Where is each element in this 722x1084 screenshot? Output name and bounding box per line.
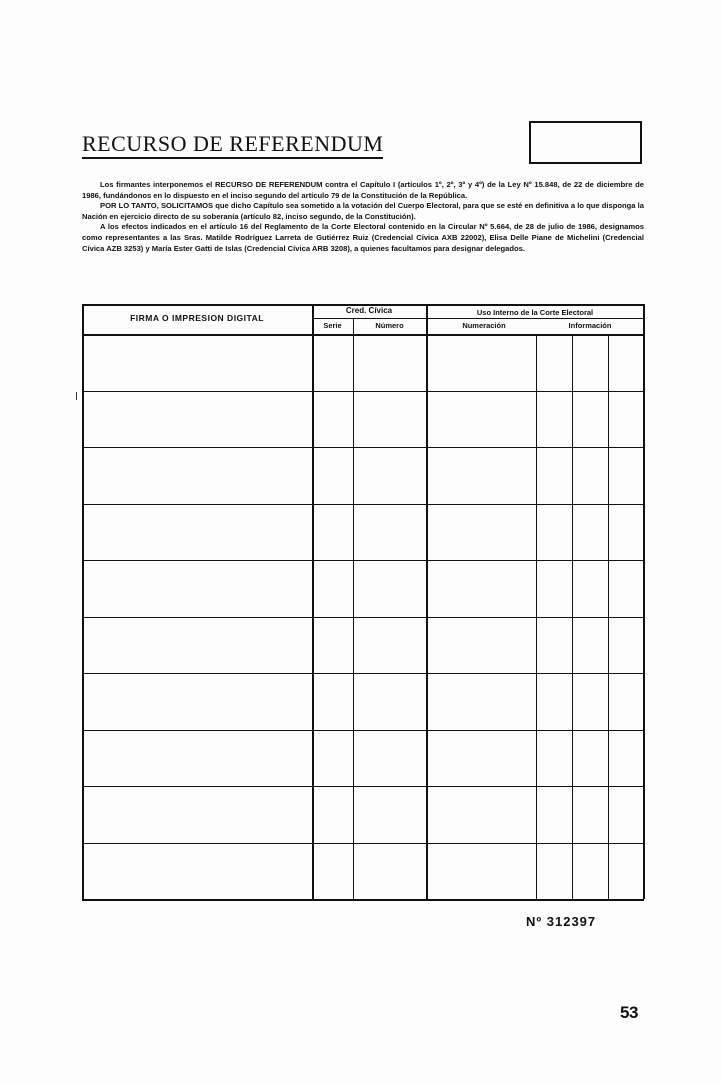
header-numeracion: Numeración [462, 321, 506, 330]
header-informacion: Información [568, 321, 612, 330]
row-divider [82, 560, 644, 561]
header-serie: Serie [323, 321, 342, 330]
row-divider [82, 447, 644, 448]
uso-subheader-line [426, 318, 644, 319]
row-divider [82, 504, 644, 505]
cred-subheader-line [312, 318, 426, 319]
paragraph-recurso: Los firmantes interponemos el RECURSO DE REFERENDUM contra el Capítulo I (artículos 1º, 2º, 3º y 4º) de la Ley Nº 15.848, de 22 de diciembre de 1986, fundándonos en lo dispuesto en el inciso segundo del artículo 79 de la Constitución de la República. [82, 180, 644, 200]
col-divider-serie [353, 318, 354, 899]
header-numero: Número [375, 321, 404, 330]
row-divider [82, 673, 644, 674]
header-divider [82, 334, 644, 336]
header-firma: FIRMA O IMPRESION DIGITAL [130, 313, 264, 323]
form-body-text [82, 180, 644, 254]
row-divider [82, 391, 644, 392]
header-cred-civica: Cred. Cívica [345, 306, 393, 315]
table-border-bottom [82, 899, 644, 901]
paragraph-representantes: A los efectos indicados en el artículo 16 del Reglamento de la Corte Electoral contenido en la Circular Nº 5.664, de 28 de julio de 1986, designamos como representantes a las Sras. Matilde Rodríguez Larreta de Gutiérrez Ruiz (Credencial Cívica AXB 22002), Elisa Delle Piane de Michelini (Credencial Cívica AZB 3253) y María Ester Gatti de Islas (Credencial Cívica ARB 3208), a quienes facultamos para designar delegados. [82, 222, 644, 253]
row-divider [82, 730, 644, 731]
col-divider-firma [312, 304, 314, 899]
paragraph-solicitud: POR LO TANTO, SOLICITAMOS que dicho Capítulo sea sometido a la votación del Cuerpo Electoral, para que se esté en definitiva a lo que disponga la Nación en ejercicio directo de su soberanía (artículo 82, inciso segundo, de la Constitución). [82, 201, 644, 221]
header-uso-interno: Uso Interno de la Corte Electoral [476, 308, 594, 317]
row-divider [82, 843, 644, 844]
serial-number: Nº 312397 [526, 914, 597, 929]
table-border-right [643, 304, 645, 899]
col-divider-cred [426, 304, 428, 899]
page-number: 53 [620, 1003, 638, 1022]
row-divider [82, 617, 644, 618]
table-border-left [82, 304, 84, 899]
form-title: RECURSO DE REFERENDUM [82, 132, 383, 159]
table-border-top [82, 304, 644, 306]
row-divider [82, 786, 644, 787]
margin-mark [76, 392, 77, 400]
corner-stamp-box [529, 121, 642, 164]
